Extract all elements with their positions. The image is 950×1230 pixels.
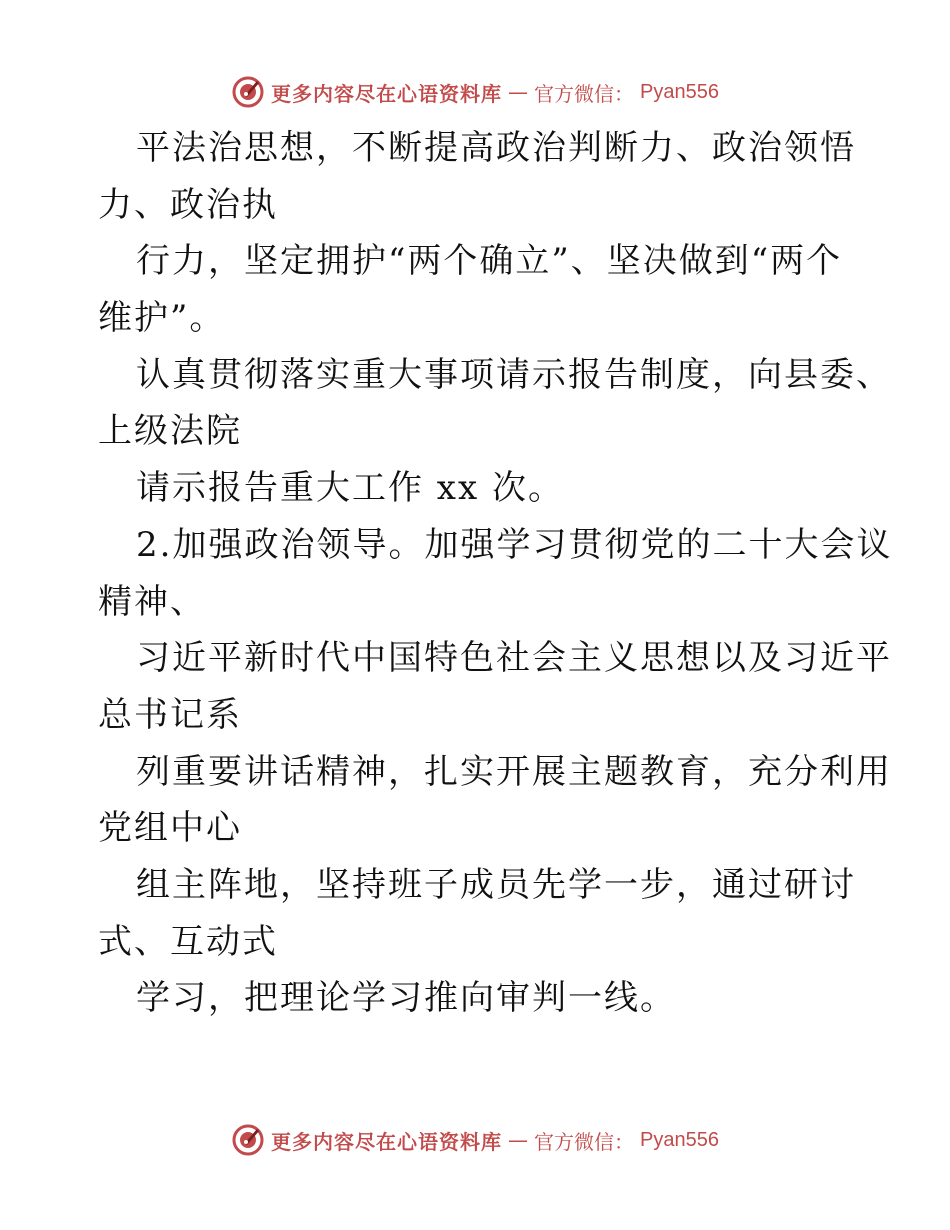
- body-line: 行力，坚定拥护“两个确立”、坚决做到“两个: [136, 241, 843, 282]
- body-line: 2.加强政治领导。加强学习贯彻党的二十大会议: [136, 524, 893, 565]
- watermark-dash: —: [508, 80, 529, 104]
- body-line: 精神、: [98, 581, 206, 622]
- watermark-brand-text: 更多内容尽在心语资料库: [271, 1129, 503, 1154]
- body-line: 列重要讲话精神，扎实开展主题教育，充分利用: [136, 751, 892, 792]
- body-line: 党组中心: [98, 808, 242, 849]
- body-line: 请示报告重大工作 xx 次。: [136, 468, 564, 509]
- body-line: 组主阵地，坚持班子成员先学一步，通过研讨: [136, 864, 856, 905]
- body-line: 认真贯彻落实重大事项请示报告制度，向县委、: [136, 354, 892, 395]
- body-line: 上级法院: [98, 411, 242, 452]
- body-line: 维护”。: [98, 298, 226, 339]
- watermark-brand-text: 更多内容尽在心语资料库: [271, 81, 503, 106]
- watermark-official-label: 官方微信：: [534, 1129, 635, 1154]
- pen-nib-logo-icon: [231, 1123, 265, 1157]
- body-line: 习近平新时代中国特色社会主义思想以及习近平: [136, 638, 892, 679]
- pen-nib-logo-icon: [231, 75, 265, 109]
- document-body: [98, 120, 893, 1027]
- watermark-official-label: 官方微信：: [534, 81, 635, 106]
- body-line: 力、政治执: [98, 184, 278, 225]
- body-line: 总书记系: [98, 694, 242, 735]
- body-line: 学习，把理论学习推向审判一线。: [136, 978, 676, 1019]
- body-line: 式、互动式: [98, 921, 278, 962]
- watermark-wechat-id: Pyan556: [640, 80, 719, 103]
- body-line: 平法治思想，不断提高政治判断力、政治领悟: [136, 128, 856, 168]
- footer-watermark: [0, 1120, 950, 1160]
- header-watermark: [0, 72, 950, 112]
- watermark-dash: —: [508, 1128, 529, 1152]
- watermark-wechat-id: Pyan556: [640, 1128, 719, 1151]
